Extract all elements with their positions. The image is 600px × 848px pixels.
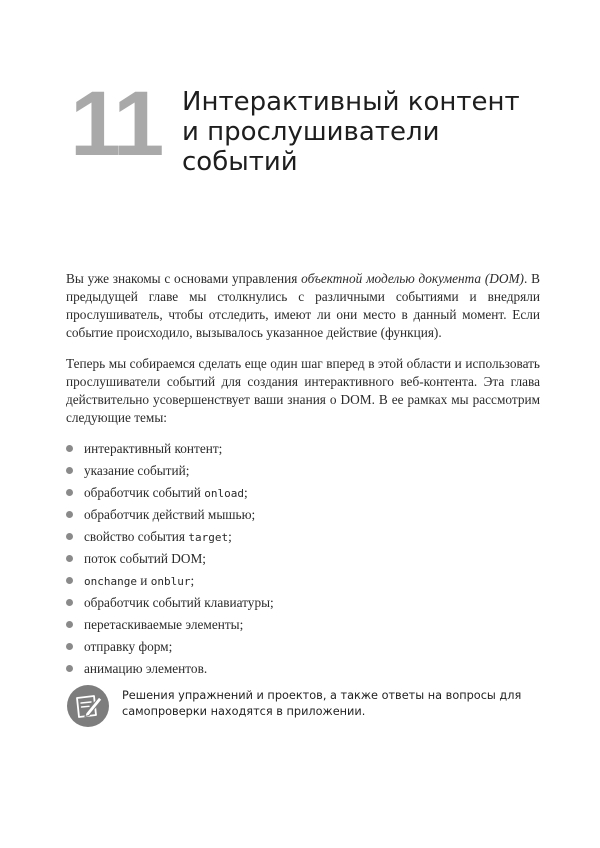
bullet-icon: [66, 511, 73, 518]
chapter-number: 11: [70, 73, 162, 175]
bullet-icon: [66, 621, 73, 628]
intro-p1-text-end: . В предыдущей главе мы столкнулись с различными событиями и внедряли прослушиватель, чтобы отследить, имеют ли они место в данный момент. Если событие происходило, вызывалось указанное действие (функция).: [66, 271, 540, 340]
list-item: [66, 550, 540, 572]
topic-text: свойство события: [84, 529, 189, 544]
list-item: [66, 594, 540, 616]
topic-text: и: [136, 573, 151, 588]
bullet-icon: [66, 533, 73, 540]
topic-code: onchange: [84, 575, 137, 588]
bullet-icon: [66, 643, 73, 650]
intro-p1-emphasis: объектной моделью документа (DOM): [301, 271, 524, 286]
bullet-icon: [66, 599, 73, 606]
note-box: [66, 684, 540, 730]
topic-code: target: [188, 531, 229, 544]
intro-paragraph-2: Теперь мы собираемся сделать еще один шаг вперед в этой области и использовать прослушиватели событий для создания интерактивного веб-контента. Эта глава действительно усовершенствует ваши знания о DOM. В ее рамках мы рассмотрим следующие темы:: [66, 356, 540, 425]
intro-paragraph-1: [66, 270, 540, 342]
bullet-icon: [66, 489, 73, 496]
chapter-intro: [66, 270, 540, 682]
chapter-title-line-3: событий: [182, 147, 298, 177]
list-item: [66, 638, 540, 660]
topic-text: обработчик событий клавиатуры;: [84, 595, 274, 610]
list-item: [66, 660, 540, 682]
topic-text: анимацию элементов.: [84, 661, 208, 676]
list-item: [66, 484, 540, 506]
list-item: [66, 616, 540, 638]
topic-text: обработчик событий: [84, 485, 205, 500]
list-item: [66, 572, 540, 594]
bullet-icon: [66, 555, 73, 562]
topic-text: отправку форм;: [84, 639, 173, 654]
topic-text-end: ;: [190, 573, 195, 588]
intro-p1-text-start: Вы уже знакомы с основами управления: [66, 271, 302, 286]
topics-list: [66, 440, 540, 682]
bullet-icon: [66, 445, 73, 452]
topic-text: указание событий;: [84, 463, 190, 478]
note-text: Решения упражнений и проектов, а также ответы на вопросы для самопроверки находятся в приложении.: [122, 689, 522, 718]
list-item: [66, 528, 540, 550]
list-item: [66, 506, 540, 528]
pencil-notebook-icon: [66, 684, 110, 728]
topic-code-2: onblur: [150, 575, 191, 588]
topic-code: onload: [204, 487, 244, 500]
list-item: [66, 440, 540, 462]
bullet-icon: [66, 577, 73, 584]
topic-text-end: ;: [243, 485, 248, 500]
bullet-icon: [66, 665, 73, 672]
topic-text: перетаскиваемые элементы;: [84, 617, 244, 632]
chapter-title-line-2: и прослушиватели: [182, 117, 440, 147]
topic-text: поток событий DOM;: [84, 551, 206, 566]
chapter-title: [182, 87, 562, 177]
chapter-title-line-1: Интерактивный контент: [182, 87, 520, 117]
topic-text: обработчик действий мышью;: [84, 507, 256, 522]
list-item: [66, 462, 540, 484]
bullet-icon: [66, 467, 73, 474]
topic-text-end: ;: [228, 529, 232, 544]
topic-text: интерактивный контент;: [84, 441, 223, 456]
